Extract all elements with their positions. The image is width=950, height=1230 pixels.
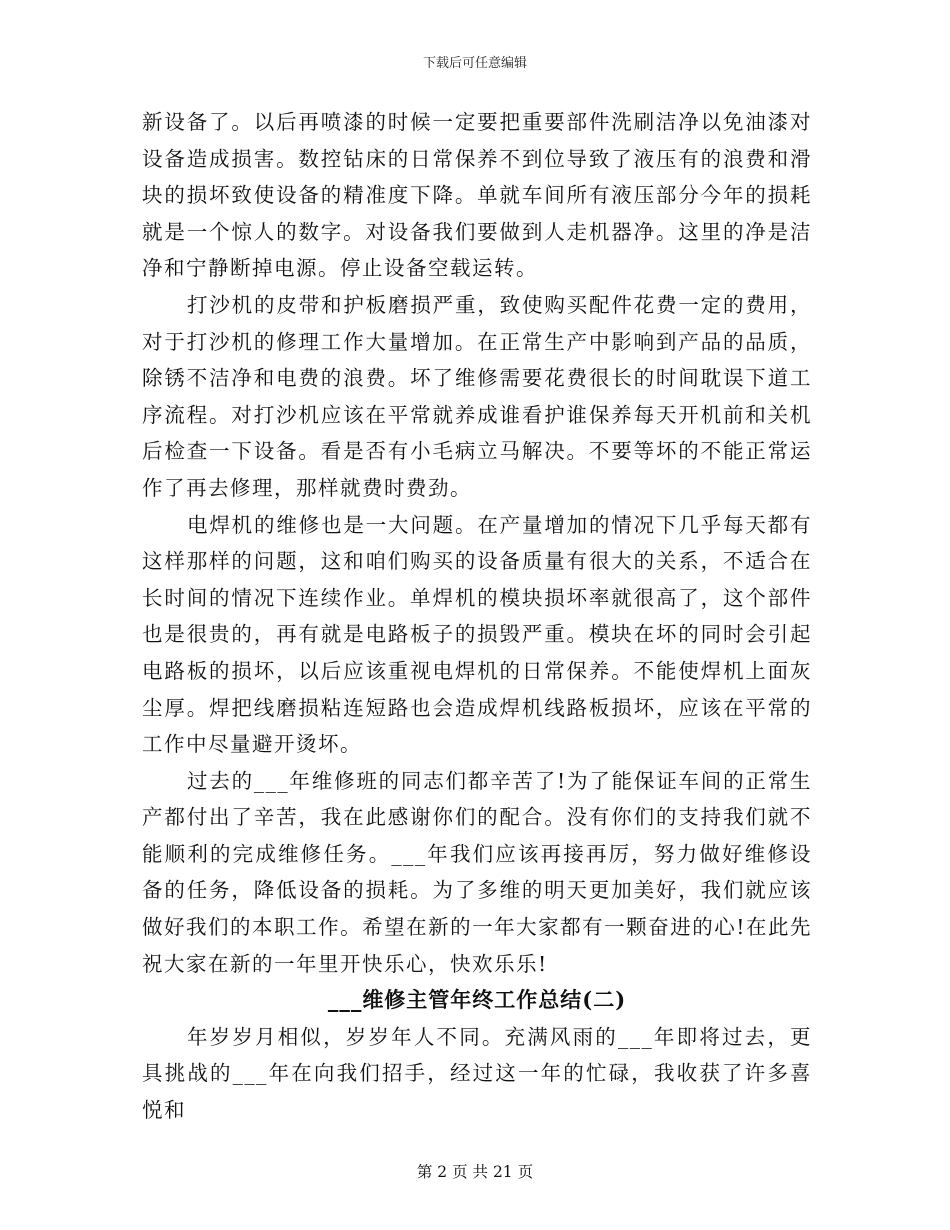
- paragraph-welder: 电焊机的维修也是一大问题。在产量增加的情况下几乎每天都有这样那样的问题，这和咱们购买的设备质量有很大的关系，不适合在长时间的情况下连续作业。单焊机的模块损坏率就很高了，这个部件也是很贵的，再有就是电路板子的损毁严重。模块在坏的同时会引起电路板的损坏，以后应该重视电焊机的日常保养。不能使焊机上面灰尘厚。焊把线磨损粘连短路也会造成焊机线路板损坏，应该在平常的工作中尽量避开烫坏。: [142, 512, 812, 757]
- page-header-note: 下载后可任意编辑: [422, 56, 527, 71]
- page-number: 第 2 页 共 21 页: [416, 1163, 534, 1181]
- paragraph-opening-part2: 年岁岁月相似，岁岁年人不同。充满风雨的___年即将过去，更具挑战的___年在向我们招手，经过这一年的忙碌，我收获了许多喜悦和: [142, 1024, 812, 1123]
- paragraph-thanks: 过去的___年维修班的同志们都辛苦了!为了能保证车间的正常生产都付出了辛苦，我在此感谢你们的配合。没有你们的支持我们就不能顺利的完成维修任务。___年我们应该再接再厉，努力做好维修设备的任务，降低设备的损耗。为了多维的明天更加美好，我们就应该做好我们的本职工作。希望在新的一年大家都有一颗奋进的心!在此先祝大家在新的一年里开快乐心，快欢乐乐!: [142, 768, 812, 976]
- paragraph-equipment-cleaning: 新设备了。以后再喷漆的时候一定要把重要部件洗刷洁净以免油漆对设备造成损害。数控钻床的日常保养不到位导致了液压有的浪费和滑块的损坏致使设备的精准度下降。单就车间所有液压部分今年的损耗就是一个惊人的数字。对设备我们要做到人走机器净。这里的净是洁净和宁静断掉电源。停止设备空载运转。: [142, 110, 812, 281]
- paragraph-sandblaster: 打沙机的皮带和护板磨损严重，致使购买配件花费一定的费用，对于打沙机的修理工作大量增加。在正常生产中影响到产品的品质，除锈不洁净和电费的浪费。坏了维修需要花费很长的时间耽误下道工序流程。对打沙机应该在平常就养成谁看护谁保养每天开机前和关机后检查一下设备。看是否有小毛病立马解决。不要等坏的不能正常运作了再去修理，那样就费时费劲。: [142, 292, 812, 500]
- section-title: ___维修主管年终工作总结(二): [327, 987, 627, 1013]
- document-body: [142, 104, 812, 1129]
